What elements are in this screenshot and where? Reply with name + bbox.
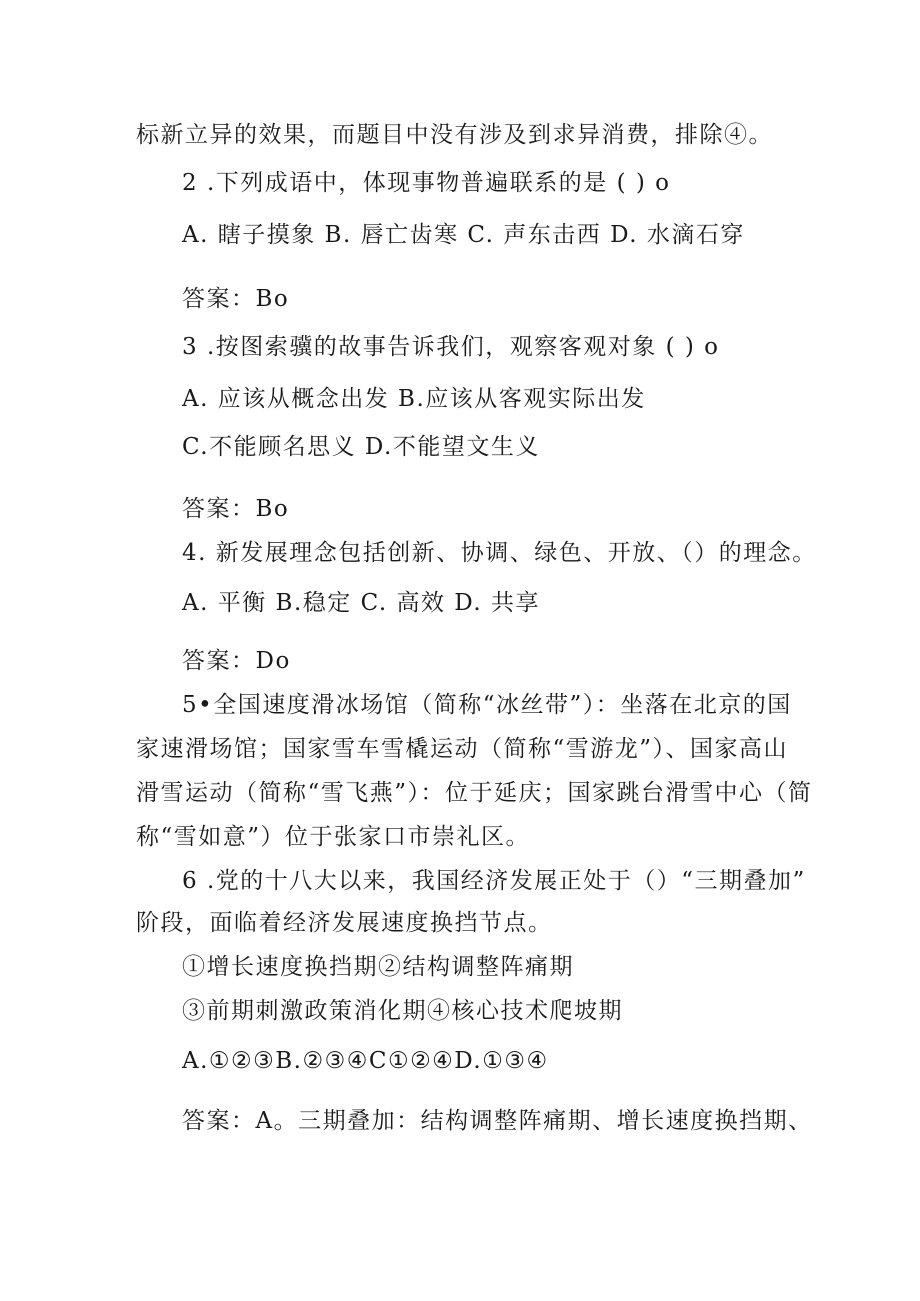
question-3-options-cd: C.不能顾名思义 D.不能望文生义 bbox=[182, 434, 540, 460]
question-6-line-1: 6 .党的十八大以来，我国经济发展正处于（）“三期叠加” bbox=[182, 868, 806, 894]
question-6-statements-2: ③前期刺激政策消化期④核心技术爬坡期 bbox=[182, 998, 623, 1024]
question-2-answer: 答案：Bo bbox=[182, 286, 290, 312]
question-3: 3 .按图索骥的故事告诉我们，观察客观对象 ( ) o bbox=[182, 334, 720, 360]
item-5-line-3: 滑雪运动（简称“雪飞燕”）：位于延庆；国家跳台滑雪中心（简 bbox=[136, 780, 813, 806]
item-5-line-4: 称“雪如意”）位于张家口市崇礼区。 bbox=[136, 824, 531, 850]
question-2: 2 .下列成语中，体现事物普遍联系的是 ( ) o bbox=[182, 170, 671, 196]
question-4: 4. 新发展理念包括创新、协调、绿色、开放、（）的理念。 bbox=[182, 540, 817, 566]
question-3-options-ab: A. 应该从概念出发 B.应该从客观实际出发 bbox=[182, 386, 646, 412]
question-6-statements-1: ①增长速度换挡期②结构调整阵痛期 bbox=[182, 954, 574, 980]
question-6-line-2: 阶段，面临着经济发展速度换挡节点。 bbox=[136, 910, 553, 936]
question-3-answer: 答案：Bo bbox=[182, 496, 290, 522]
question-6-answer: 答案：A。三期叠加：结构调整阵痛期、增长速度换挡期、 bbox=[182, 1108, 813, 1134]
question-6-options: A.①②③B.②③④C①②④D.①③④ bbox=[182, 1048, 549, 1074]
question-2-options: A. 瞎子摸象 B. 唇亡齿寒 C. 声东击西 D. 水滴石穿 bbox=[182, 222, 745, 248]
question-4-answer: 答案：Do bbox=[182, 648, 291, 674]
question-4-options: A. 平衡 B.稳定 C. 高效 D. 共享 bbox=[182, 590, 541, 616]
item-5-line-1: 5•全国速度滑冰场馆（简称“冰丝带”）：坐落在北京的国 bbox=[182, 692, 792, 718]
text-line-continuation: 标新立异的效果，而题目中没有涉及到求异消费，排除④。 bbox=[136, 122, 773, 148]
item-5-line-2: 家速滑场馆；国家雪车雪橇运动（简称“雪游龙”）、国家高山 bbox=[136, 736, 789, 762]
